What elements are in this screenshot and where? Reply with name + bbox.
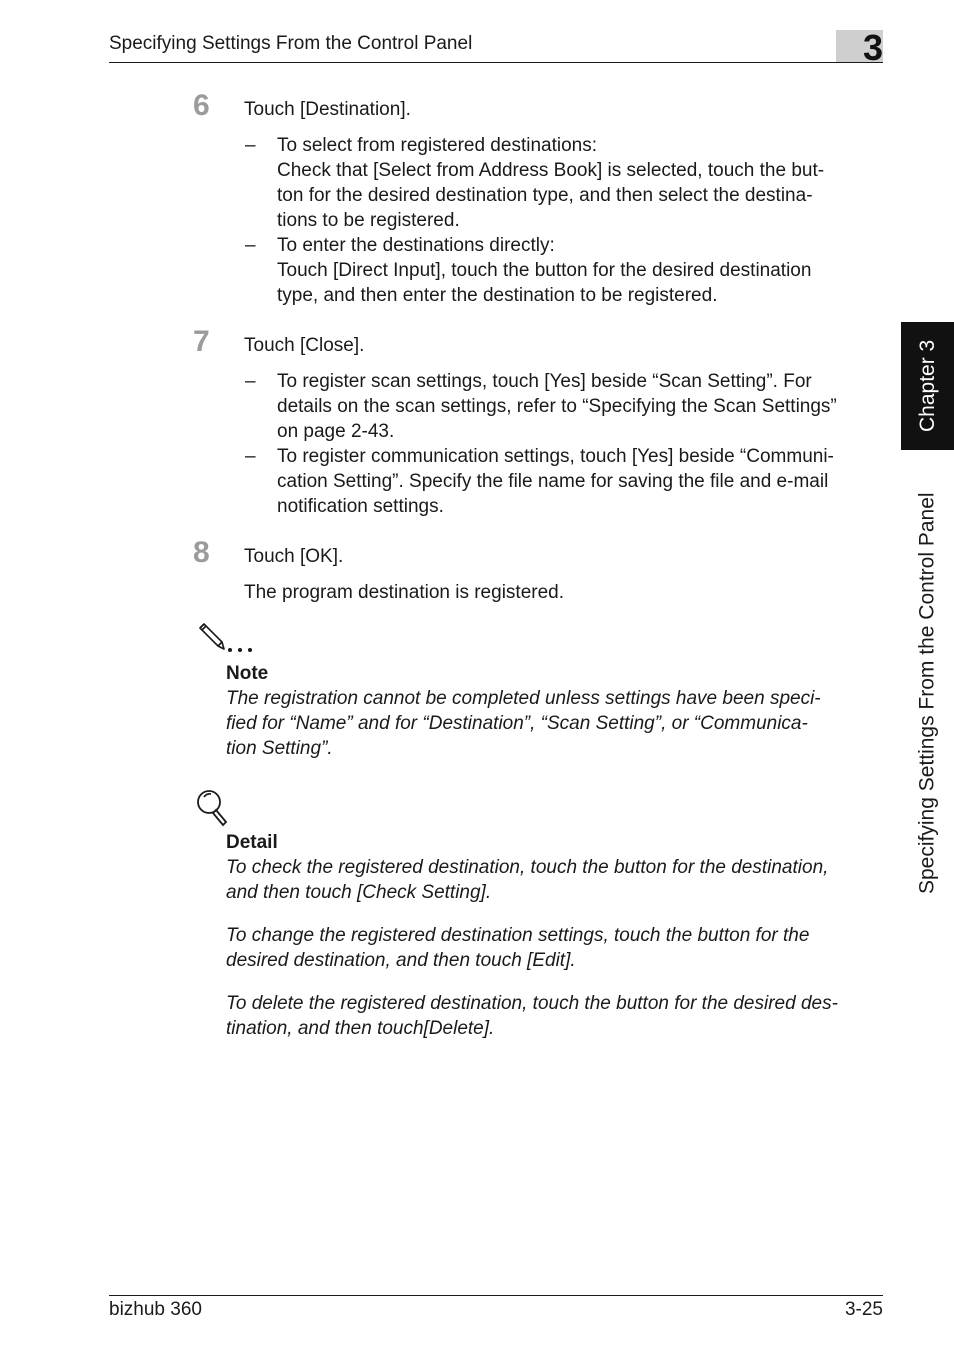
- step-8-text: Touch [OK].: [244, 546, 344, 567]
- list-item-line: Check that [Select from Address Book] is selected, touch the but-: [277, 160, 825, 181]
- list-item-line: notification settings.: [277, 496, 444, 517]
- list-item-line: To select from registered destinations:: [277, 135, 597, 156]
- detail-line: To change the registered destination settings, touch the button for the: [226, 925, 810, 946]
- list-dash: –: [245, 235, 256, 256]
- chapter-number: 3: [862, 27, 883, 68]
- list-dash: –: [245, 446, 256, 467]
- step-number-7: 7: [193, 325, 210, 358]
- list-item-line: type, and then enter the destination to be registered.: [277, 285, 718, 306]
- footer-divider: [109, 1295, 883, 1296]
- list-item-line: ton for the desired destination type, and then select the destina-: [277, 185, 813, 206]
- list-dash: –: [245, 371, 256, 392]
- note-line: The registration cannot be completed unless settings have been speci-: [226, 688, 821, 709]
- list-item-line: cation Setting”. Specify the file name for saving the file and e-mail: [277, 471, 829, 492]
- running-header-title: Specifying Settings From the Control Panel: [109, 33, 473, 54]
- detail-line: desired destination, and then touch [Edit].: [226, 950, 576, 971]
- detail-line: To check the registered destination, touch the button for the destination,: [226, 857, 829, 878]
- list-item: [245, 369, 855, 444]
- detail-paragraph-3: [226, 991, 838, 1041]
- list-item-line: Touch [Direct Input], touch the button for the desired destination: [277, 260, 812, 281]
- side-section-title: Specifying Settings From the Control Panel: [915, 492, 939, 894]
- step-8-result: The program destination is registered.: [244, 582, 564, 603]
- header-divider: [109, 62, 883, 63]
- list-item-line: To register communication settings, touch [Yes] beside “Communi-: [277, 446, 834, 467]
- detail-line: To delete the registered destination, touch the button for the desired des-: [226, 993, 838, 1014]
- detail-paragraph-1: [226, 855, 828, 905]
- detail-line: and then touch [Check Setting].: [226, 882, 492, 903]
- list-item: [245, 233, 855, 308]
- step-number-8: 8: [193, 536, 210, 569]
- note-line: tion Setting”.: [226, 738, 333, 759]
- pencil-icon: [196, 620, 260, 654]
- list-item-line: To enter the destinations directly:: [277, 235, 555, 256]
- step-number-6: 6: [193, 89, 210, 122]
- list-item-line: tions to be registered.: [277, 210, 460, 231]
- note-line: fied for “Name” and for “Destination”, “Scan Setting”, or “Communica-: [226, 713, 808, 734]
- detail-paragraph-2: [226, 923, 809, 973]
- magnifier-icon: [195, 788, 231, 828]
- list-dash: –: [245, 135, 256, 156]
- chapter-side-tab-label: Chapter 3: [916, 339, 939, 433]
- list-item-line: details on the scan settings, refer to “Specifying the Scan Settings”: [277, 396, 837, 417]
- list-item-line: on page 2-43.: [277, 421, 395, 442]
- step-7-text: Touch [Close].: [244, 335, 365, 356]
- note-body: [226, 686, 821, 761]
- list-item-line: To register scan settings, touch [Yes] beside “Scan Setting”. For: [277, 371, 812, 392]
- footer-product-name: bizhub 360: [109, 1299, 202, 1320]
- footer-page-number: 3-25: [844, 1299, 883, 1320]
- detail-line: tination, and then touch[Delete].: [226, 1018, 495, 1039]
- step-7-list: [245, 369, 855, 519]
- list-item: [245, 133, 855, 233]
- step-6-list: [245, 133, 855, 308]
- detail-title: Detail: [226, 832, 278, 853]
- note-title: Note: [226, 663, 269, 684]
- step-6-text: Touch [Destination].: [244, 99, 411, 120]
- list-item: [245, 444, 855, 519]
